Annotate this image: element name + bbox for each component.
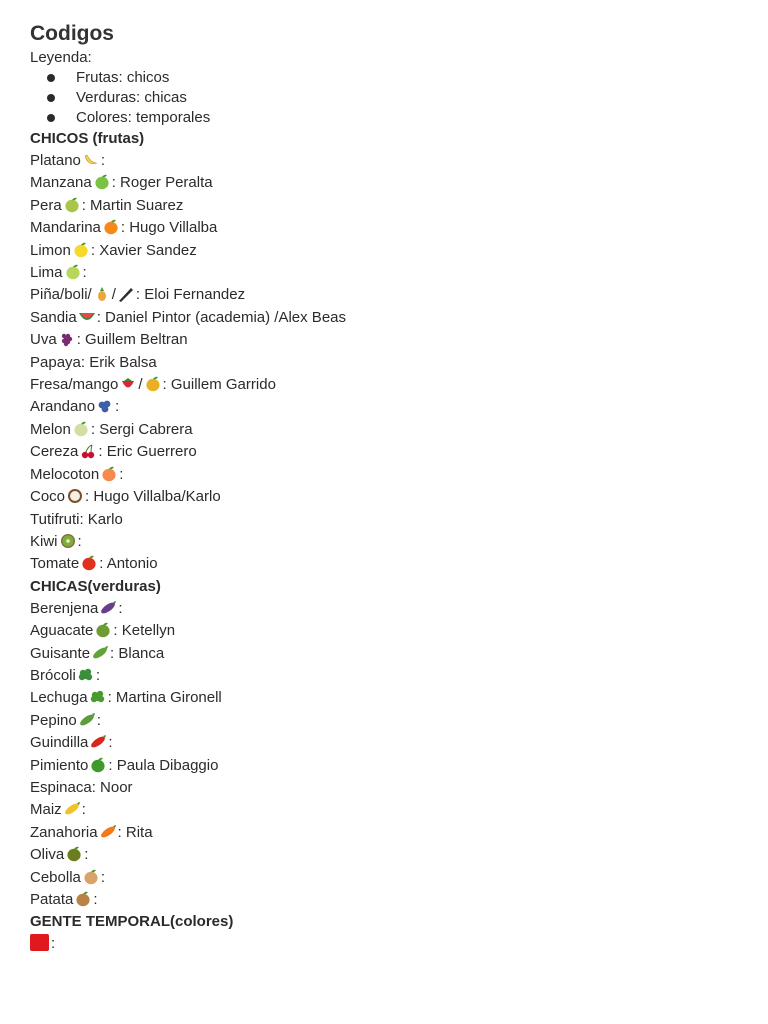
legend-item: Frutas: chicos — [30, 68, 738, 88]
entry-label: Pera — [30, 196, 62, 214]
mango-icon — [144, 376, 162, 392]
entry-value: : Sergi Cabrera — [90, 420, 193, 438]
entry-label: Brócoli — [30, 666, 76, 684]
entry-value: : — [108, 734, 113, 752]
entry-value: : Eloi Fernandez — [135, 286, 246, 304]
entry-value: : — [96, 711, 101, 729]
entry-separator: / — [111, 286, 116, 304]
onion-icon — [82, 869, 100, 885]
entry-label: Zanahoria — [30, 823, 98, 841]
entry-label: Lechuga — [30, 689, 88, 707]
entry-label: Mandarina — [30, 219, 101, 237]
chili-pepper-icon — [89, 734, 107, 750]
tangerine-icon — [102, 219, 120, 235]
strawberry-icon — [119, 376, 137, 392]
pineapple-icon — [93, 286, 111, 302]
code-entry — [30, 307, 738, 329]
entry-value: : — [93, 891, 98, 908]
entry-label: Berenjena — [30, 599, 99, 617]
grapes-icon — [58, 331, 76, 347]
entry-value: : Guillem Garrido — [162, 376, 276, 394]
entry-value: : — [84, 846, 89, 864]
entry-label: Pimiento — [30, 756, 89, 774]
legend-label: Leyenda: — [30, 49, 92, 66]
coconut-icon — [66, 488, 84, 504]
bullet-icon — [47, 94, 55, 102]
corn-icon — [63, 801, 81, 817]
entry-label: Maiz — [30, 801, 62, 819]
entry-label: Espinaca: Noor — [30, 778, 133, 796]
entry-label: Guindilla — [30, 734, 89, 752]
code-entry — [30, 844, 738, 866]
code-entry — [30, 486, 738, 508]
code-entry — [30, 150, 738, 172]
entry-value: : Eric Guerrero — [98, 443, 197, 461]
carrot-icon — [99, 824, 117, 840]
lemon-icon — [72, 242, 90, 258]
page-title: Codigos — [30, 22, 114, 45]
code-entry — [30, 687, 738, 709]
code-entry — [30, 777, 738, 799]
watermelon-icon — [78, 309, 96, 325]
entry-label: Fresa/mango — [30, 376, 119, 394]
entry-value: : Paula Dibaggio — [108, 756, 219, 774]
entry-label: Sandia — [30, 308, 77, 326]
entry-value: : — [51, 935, 56, 953]
red-square-icon — [30, 934, 49, 951]
pea-pod-icon — [91, 645, 109, 661]
code-entry — [30, 732, 738, 754]
code-entry — [30, 329, 738, 351]
entry-label: Cebolla — [30, 868, 81, 886]
code-entry — [30, 710, 738, 732]
code-entry — [30, 217, 738, 239]
code-entry — [30, 352, 738, 374]
entry-value: : Daniel Pintor (academia) /Alex Beas — [96, 308, 346, 326]
code-entry — [30, 755, 738, 777]
entry-value: : Antonio — [99, 555, 158, 573]
code-sections — [30, 128, 738, 956]
code-entry — [30, 822, 738, 844]
entry-value: : — [115, 398, 120, 416]
code-entry — [30, 284, 738, 306]
entry-label: Patata — [30, 891, 74, 908]
code-entry — [30, 620, 738, 642]
cucumber-icon — [78, 712, 96, 728]
entry-value: : Ketellyn — [113, 622, 176, 640]
code-entry — [30, 262, 738, 284]
pen-icon — [117, 286, 135, 302]
broccoli-icon — [77, 667, 95, 683]
entry-label: Pepino — [30, 711, 77, 729]
code-entry — [30, 867, 738, 889]
entry-label: Manzana — [30, 174, 92, 192]
entry-label: Tomate — [30, 555, 80, 573]
entry-label: Cereza — [30, 443, 79, 461]
kiwi-icon — [59, 533, 77, 549]
code-entry — [30, 531, 738, 553]
entry-value: : — [118, 599, 123, 617]
entry-label: Platano — [30, 152, 81, 169]
entry-label: Uva — [30, 331, 57, 349]
entry-label: Guisante — [30, 644, 91, 662]
bullet-icon — [47, 114, 55, 122]
entry-value: : Hugo Villalba/Karlo — [85, 488, 221, 506]
code-entry — [30, 799, 738, 821]
blueberries-icon — [96, 398, 114, 414]
eggplant-icon — [99, 600, 117, 616]
bell-pepper-icon — [89, 757, 107, 773]
bullet-icon — [47, 74, 55, 82]
code-entry — [30, 172, 738, 194]
entry-label: Papaya: Erik Balsa — [30, 353, 157, 371]
entry-value: : — [100, 868, 106, 886]
entry-value: : — [77, 532, 82, 550]
code-entry — [30, 464, 738, 486]
entry-value: : Guillem Beltran — [76, 331, 188, 349]
entry-label: Arandano — [30, 398, 96, 416]
avocado-icon — [94, 622, 112, 638]
entry-value: : — [119, 465, 124, 483]
entry-label: Lima — [30, 264, 63, 282]
entry-label: Melon — [30, 420, 71, 438]
entry-label: Limon — [30, 241, 71, 259]
entry-value: : Martina Gironell — [107, 689, 222, 707]
code-entry — [30, 933, 738, 955]
cherries-icon — [79, 443, 97, 459]
tomato-icon — [80, 555, 98, 571]
entry-value: : Rita — [117, 823, 153, 841]
section-heading: GENTE TEMPORAL(colores) — [30, 913, 234, 931]
legend-item: Colores: temporales — [30, 108, 738, 128]
code-entry — [30, 396, 738, 418]
code-entry — [30, 441, 738, 463]
entry-value: : Roger Peralta — [111, 174, 213, 192]
code-entry — [30, 598, 738, 620]
code-entry — [30, 195, 738, 217]
melon-icon — [72, 421, 90, 437]
entry-label: Coco — [30, 488, 66, 506]
entry-value: : — [100, 152, 106, 169]
entry-value: : Martin Suarez — [81, 196, 184, 214]
entry-separator: / — [138, 376, 143, 394]
code-entry — [30, 889, 738, 911]
code-entry — [30, 419, 738, 441]
code-entry — [30, 665, 738, 687]
potato-icon — [74, 891, 92, 907]
code-entry — [30, 240, 738, 262]
entry-value: : — [82, 264, 87, 282]
code-entry — [30, 374, 738, 396]
lime-icon — [64, 264, 82, 280]
entry-value: : Blanca — [110, 644, 165, 662]
code-entry — [30, 553, 738, 575]
code-entry — [30, 509, 738, 531]
entry-label: Oliva — [30, 846, 65, 864]
entry-value: : — [81, 801, 86, 819]
olive-icon — [65, 846, 83, 862]
legend-list — [30, 68, 738, 128]
entry-value: : — [95, 666, 101, 684]
entry-label: Piña/boli/ — [30, 286, 92, 304]
entry-label: Aguacate — [30, 622, 94, 640]
pear-icon — [63, 197, 81, 213]
banana-icon — [82, 152, 100, 168]
peach-icon — [100, 466, 118, 482]
green-apple-icon — [93, 174, 111, 190]
entry-value: : Xavier Sandez — [90, 241, 197, 259]
legend-item: Verduras: chicas — [30, 88, 738, 108]
section-heading: CHICOS (frutas) — [30, 130, 145, 147]
code-entry — [30, 643, 738, 665]
entry-label: Tutifruti: Karlo — [30, 510, 123, 528]
entry-value: : Hugo Villalba — [120, 219, 218, 237]
entry-label: Melocoton — [30, 465, 100, 483]
entry-label: Kiwi — [30, 532, 58, 550]
section-heading: CHICAS(verduras) — [30, 577, 161, 595]
lettuce-icon — [89, 689, 107, 705]
